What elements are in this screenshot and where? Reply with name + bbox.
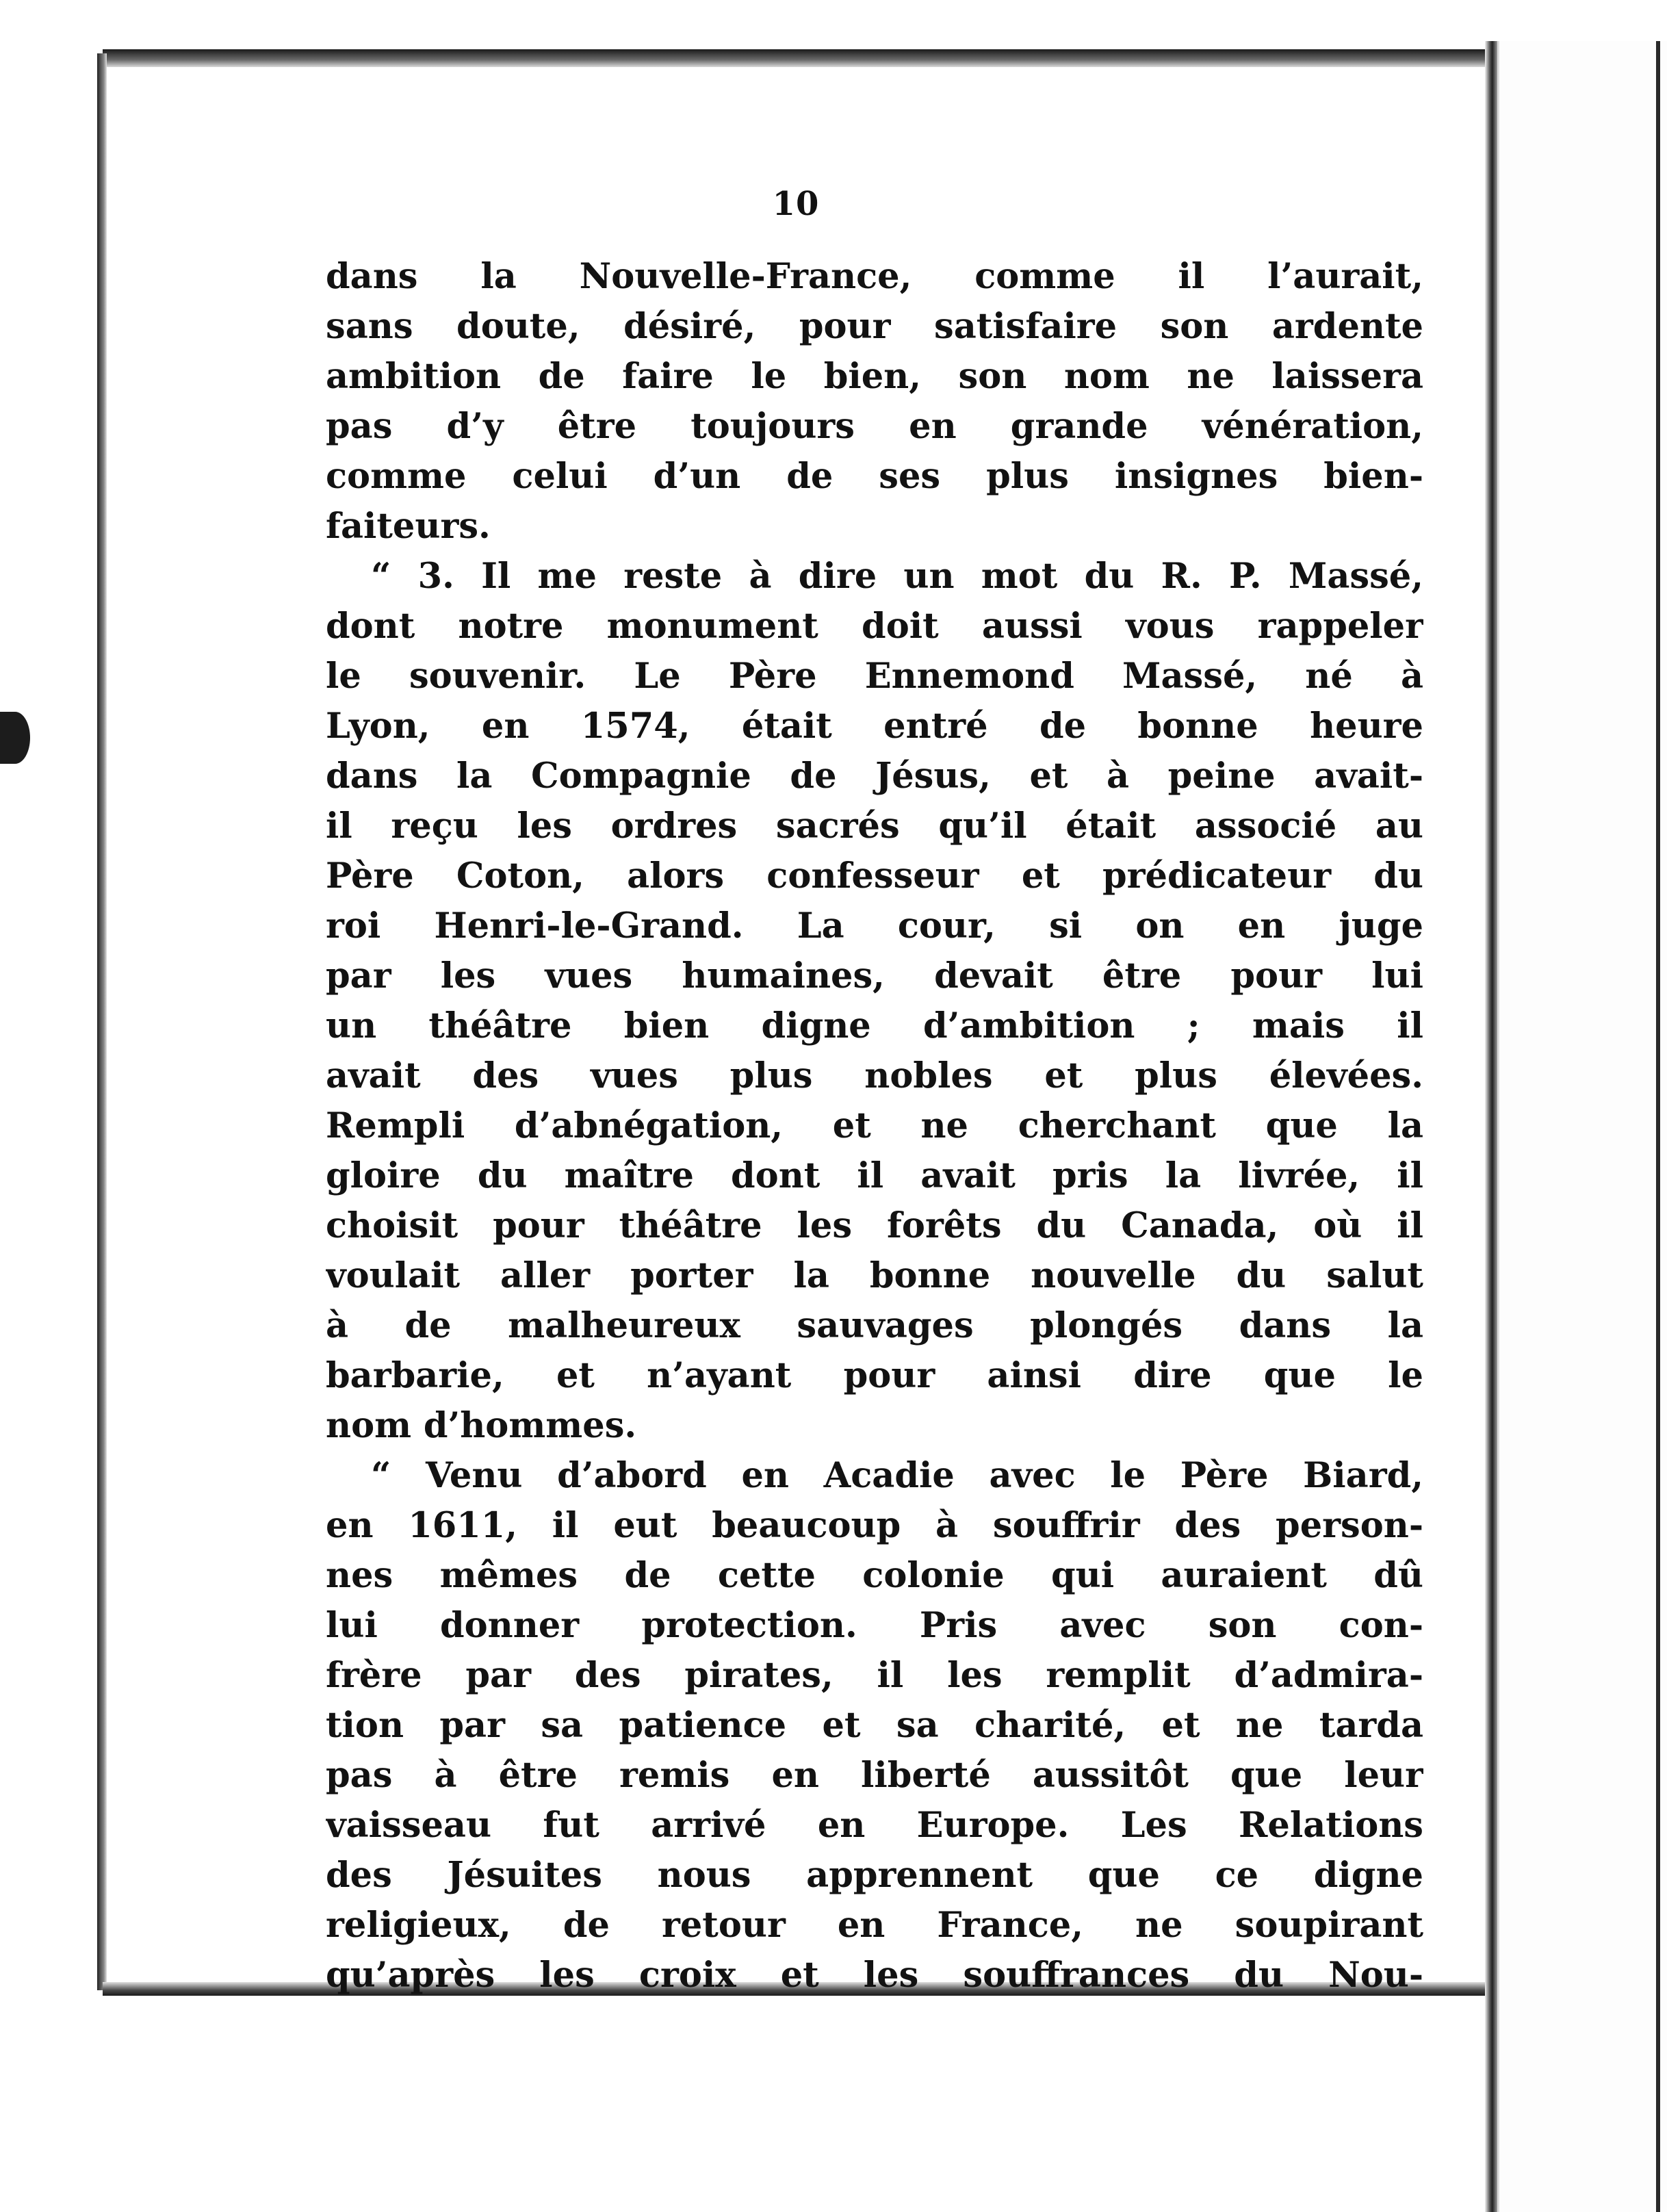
text-line: religieux, de retour en France, ne soupirant [326,1905,1423,1946]
text-line: voulait aller porter la bonne nouvelle du salut [326,1255,1423,1296]
binding-gutter [1485,41,1497,2212]
text-line: choisit pour théâtre les forêts du Canada, où il [326,1205,1423,1246]
text-line: en 1611, il eut beaucoup à souffrir des person- [326,1505,1423,1546]
text-line: frère par des pirates, il les remplit d’admira- [326,1655,1423,1696]
text-line: des Jésuites nous apprennent que ce digne [326,1855,1423,1896]
text-line: gloire du maître dont il avait pris la livrée, il [326,1155,1423,1196]
page-top-edge [103,49,1506,67]
text-line: le souvenir. Le Père Ennemond Massé, né à [326,656,1423,697]
text-line: faiteurs. [326,506,491,547]
text-line: sans doute, désiré, pour satisfaire son ardente [326,306,1423,347]
text-line: lui donner protection. Pris avec son con- [326,1605,1423,1646]
text-line: il reçu les ordres sacrés qu’il était associé au [326,806,1423,847]
text-line: barbarie, et n’ayant pour ainsi dire que le [326,1355,1423,1396]
text-line: vaisseau fut arrivé en Europe. Les Relations [326,1805,1423,1846]
text-line: un théâtre bien digne d’ambition ; mais il [326,1005,1423,1046]
text-line: Rempli d’abnégation, et ne cherchant que la [326,1105,1423,1146]
text-line: “ 3. Il me reste à dire un mot du R. P. Massé, [371,556,1423,597]
text-line: “ Venu d’abord en Acadie avec le Père Biard, [371,1455,1423,1496]
text-line: dont notre monument doit aussi vous rappeler [326,606,1423,647]
text-line: nom d’hommes. [326,1405,637,1446]
body-text [326,252,1423,2001]
text-line: pas à être remis en liberté aussitôt que leur [326,1755,1423,1796]
scan-border-line [1656,41,1660,2212]
text-line: tion par sa patience et sa charité, et ne tarda [326,1705,1423,1746]
book-page [107,67,1485,1996]
text-line: roi Henri-le-Grand. La cour, si on en juge [326,905,1423,947]
text-line: dans la Compagnie de Jésus, et à peine avait- [326,756,1423,797]
text-line: nes mêmes de cette colonie qui auraient dû [326,1555,1423,1596]
page-number: 10 [772,185,820,223]
text-line: par les vues humaines, devait être pour lui [326,955,1423,996]
text-line: Père Coton, alors confesseur et prédicateur du [326,856,1423,897]
text-line: ambition de faire le bien, son nom ne laissera [326,356,1423,397]
page-left-edge [97,53,107,1990]
text-line: dans la Nouvelle-France, comme il l’aurait, [326,256,1423,297]
text-line: qu’après les croix et les souffrances du Nou- [326,1955,1423,1996]
text-line: avait des vues plus nobles et plus élevées. [326,1055,1423,1096]
facing-page-strip [1497,41,1667,2212]
text-line: à de malheureux sauvages plongés dans la [326,1305,1423,1346]
text-line: Lyon, en 1574, était entré de bonne heure [326,706,1423,747]
text-line: comme celui d’un de ses plus insignes bien- [326,456,1423,497]
text-line: pas d’y être toujours en grande vénération, [326,406,1423,447]
scan-blot [0,712,30,764]
